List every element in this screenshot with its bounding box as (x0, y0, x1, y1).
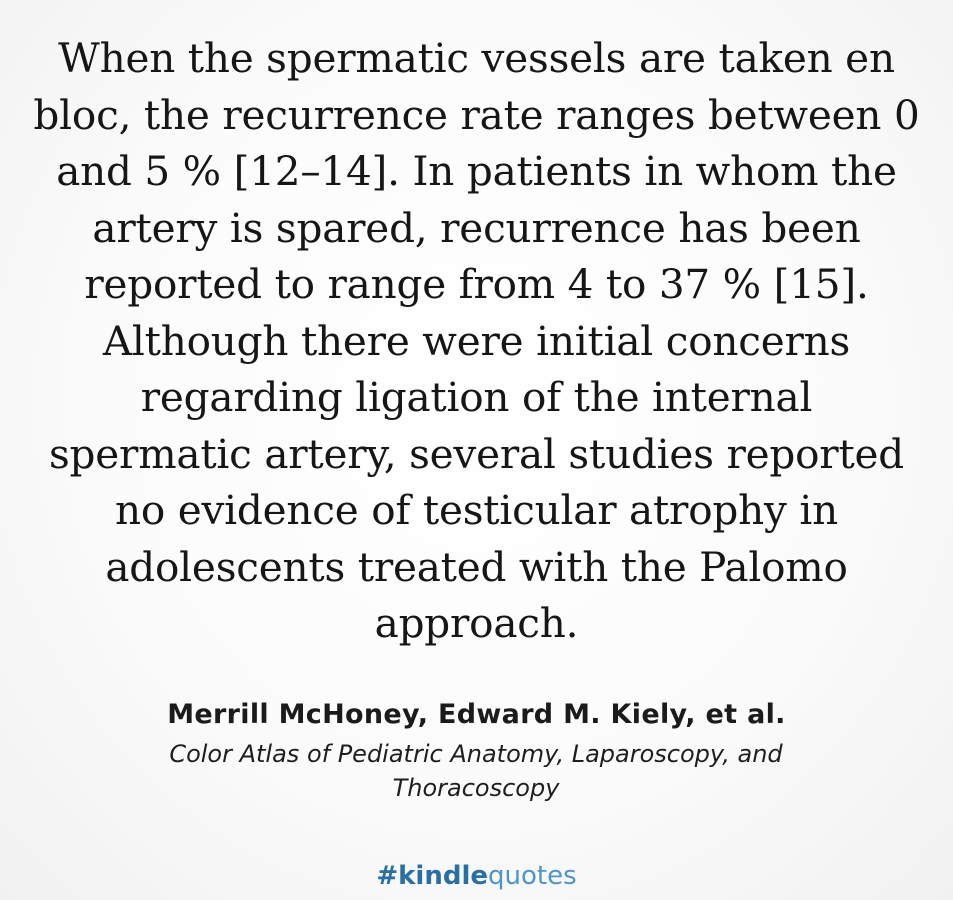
quote-line: spermatic artery, several studies reported (48, 429, 905, 478)
author-names: Merrill McHoney, Edward M. Kiely, et al. (167, 699, 786, 730)
quote-text (20, 30, 933, 652)
quote-line: bloc, the recurrence rate ranges between 0 (33, 90, 920, 139)
quote-line: approach. (374, 599, 579, 647)
quote-line: regarding ligation of the internal (140, 373, 813, 421)
quote-line: reported to range from 4 to 37 % [15]. (84, 260, 869, 308)
book-title-line: Color Atlas of Pediatric Anatomy, Laparoscopy, and (169, 740, 783, 768)
quote-line: When the spermatic vessels are taken en (58, 34, 895, 82)
quote-line: adolescents treated with the Palomo (105, 542, 848, 591)
book-title (76, 737, 876, 805)
hashtag-prefix: #kindle (376, 861, 488, 891)
quote-line: no evidence of testicular atrophy in (114, 486, 838, 534)
hashtag-suffix: quotes (488, 861, 577, 891)
book-title-line: Thoracoscopy (392, 774, 560, 802)
kindle-quotes-hashtag (0, 858, 953, 894)
quote-line: artery is spared, recurrence has been (92, 203, 861, 252)
quote-line: and 5 % [12–14]. In patients in whom the (56, 147, 897, 195)
quote-line: Although there were initial concerns (102, 316, 851, 365)
